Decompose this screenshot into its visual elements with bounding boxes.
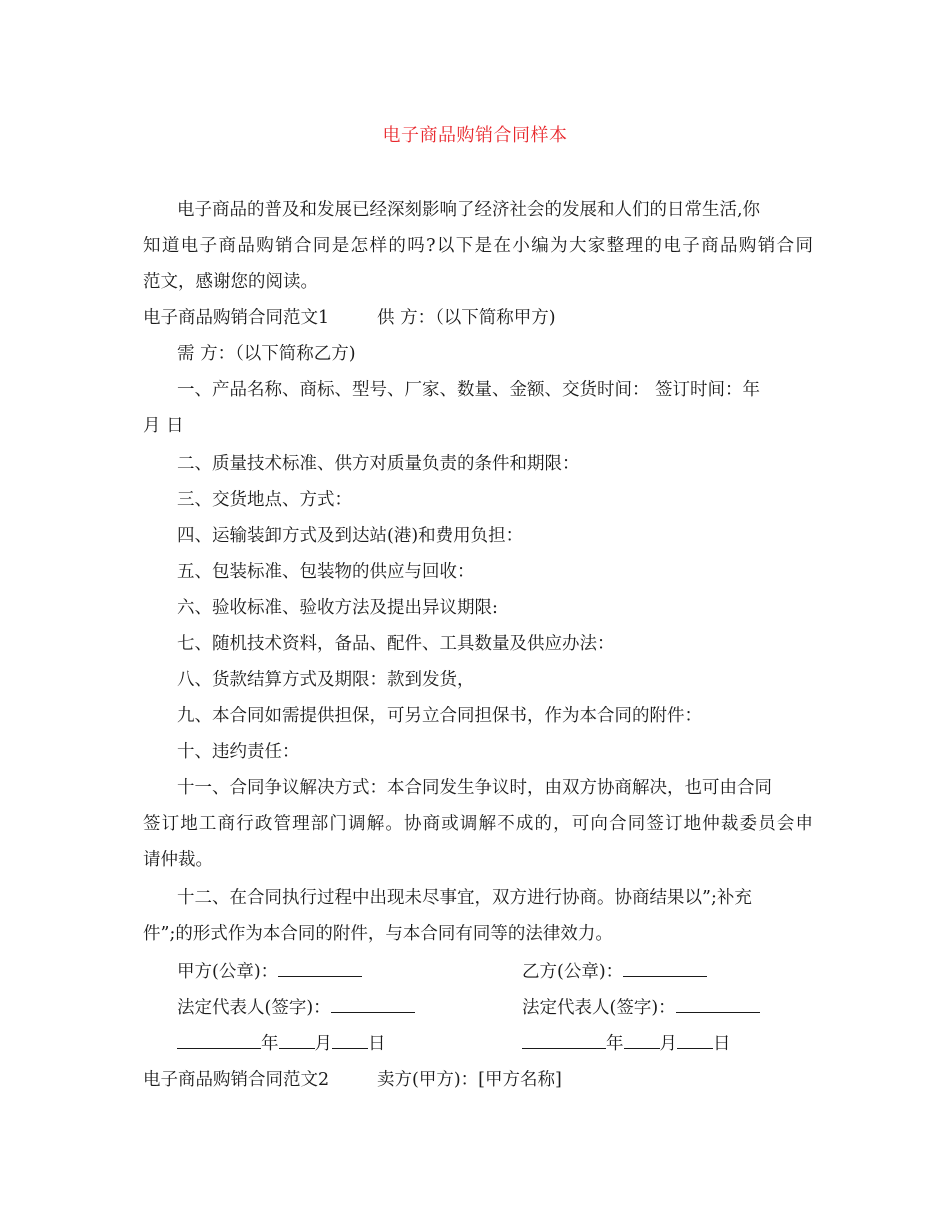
clause-4: 四、运输装卸方式及到达站(港)和费用负担： bbox=[177, 526, 524, 546]
party-b-day-blank bbox=[677, 1032, 713, 1049]
intro-line-1: 电子商品的普及和发展已经深刻影响了经济社会的发展和人们的日常生活,你 bbox=[177, 200, 761, 220]
party-b-seal bbox=[522, 960, 707, 984]
sample1-heading: 电子商品购销合同范文1 bbox=[143, 308, 330, 328]
party-a-seal-blank bbox=[278, 960, 362, 977]
party-b-year-blank bbox=[522, 1032, 606, 1049]
party-a-rep-blank bbox=[331, 996, 415, 1013]
seller-line: 卖方(甲方)：[甲方名称] bbox=[377, 1070, 562, 1090]
clause-5: 五、包装标准、包装物的供应与回收： bbox=[177, 562, 475, 582]
clause-9: 九、本合同如需提供担保，可另立合同担保书，作为本合同的附件： bbox=[177, 706, 702, 726]
clause-11-line-2: 签订地工商行政管理部门调解。协商或调解不成的，可向合同签订地仲裁委员会申 bbox=[143, 814, 813, 834]
sample2-heading: 电子商品购销合同范文2 bbox=[143, 1070, 330, 1090]
buyer-line: 需 方：（以下简称乙方) bbox=[177, 344, 356, 364]
party-b-day-label: 日 bbox=[713, 1034, 731, 1054]
party-a-month-label: 月 bbox=[314, 1034, 332, 1054]
party-a-date bbox=[177, 1032, 386, 1056]
clause-3: 三、交货地点、方式： bbox=[177, 490, 352, 510]
party-b-rep-label: 法定代表人(签字)： bbox=[522, 998, 676, 1018]
clause-6: 六、验收标准、验收方法及提出异议期限: bbox=[177, 598, 498, 618]
clause-11-line-3: 请仲裁。 bbox=[143, 850, 213, 870]
party-a-seal bbox=[177, 960, 362, 984]
clause-12-line-1: 十二、在合同执行过程中出现未尽事宜，双方进行协商。协商结果以”;补充 bbox=[177, 888, 752, 908]
clause-2: 二、质量技术标准、供方对质量负责的条件和期限： bbox=[177, 454, 580, 474]
document-title: 电子商品购销合同样本 bbox=[382, 125, 568, 146]
party-a-day-label: 日 bbox=[368, 1034, 386, 1054]
intro-line-3: 范文，感谢您的阅读。 bbox=[143, 272, 318, 292]
supplier-line: 供 方：（以下简称甲方) bbox=[377, 308, 556, 328]
party-a-representative bbox=[177, 996, 415, 1020]
clause-10: 十、违约责任： bbox=[177, 742, 300, 762]
clause-8: 八、货款结算方式及期限：款到发货， bbox=[177, 670, 475, 690]
party-b-seal-blank bbox=[623, 960, 707, 977]
party-a-month-blank bbox=[279, 1032, 315, 1049]
party-b-year-label: 年 bbox=[606, 1034, 624, 1054]
party-b-date bbox=[522, 1032, 731, 1056]
party-b-seal-label: 乙方(公章)： bbox=[522, 962, 624, 982]
party-b-month-blank bbox=[624, 1032, 660, 1049]
clause-1-line-1: 一、产品名称、商标、型号、厂家、数量、金额、交货时间： 签订时间：年 bbox=[177, 380, 761, 400]
party-a-rep-label: 法定代表人(签字)： bbox=[177, 998, 331, 1018]
party-a-year-blank bbox=[177, 1032, 261, 1049]
party-a-day-blank bbox=[332, 1032, 368, 1049]
party-b-representative bbox=[522, 996, 760, 1020]
intro-line-2: 知道电子商品购销合同是怎样的吗?以下是在小编为大家整理的电子商品购销合同 bbox=[143, 236, 813, 256]
clause-11-line-1: 十一、合同争议解决方式：本合同发生争议时，由双方协商解决，也可由合同 bbox=[177, 778, 772, 798]
party-b-month-label: 月 bbox=[659, 1034, 677, 1054]
clause-7: 七、随机技术资料，备品、配件、工具数量及供应办法： bbox=[177, 634, 615, 654]
party-b-rep-blank bbox=[676, 996, 760, 1013]
clause-12-line-2: 件”;的形式作为本合同的附件，与本合同有同等的法律效力。 bbox=[143, 924, 613, 944]
clause-1-line-2: 月 日 bbox=[143, 416, 184, 436]
party-a-year-label: 年 bbox=[261, 1034, 279, 1054]
party-a-seal-label: 甲方(公章)： bbox=[177, 962, 279, 982]
